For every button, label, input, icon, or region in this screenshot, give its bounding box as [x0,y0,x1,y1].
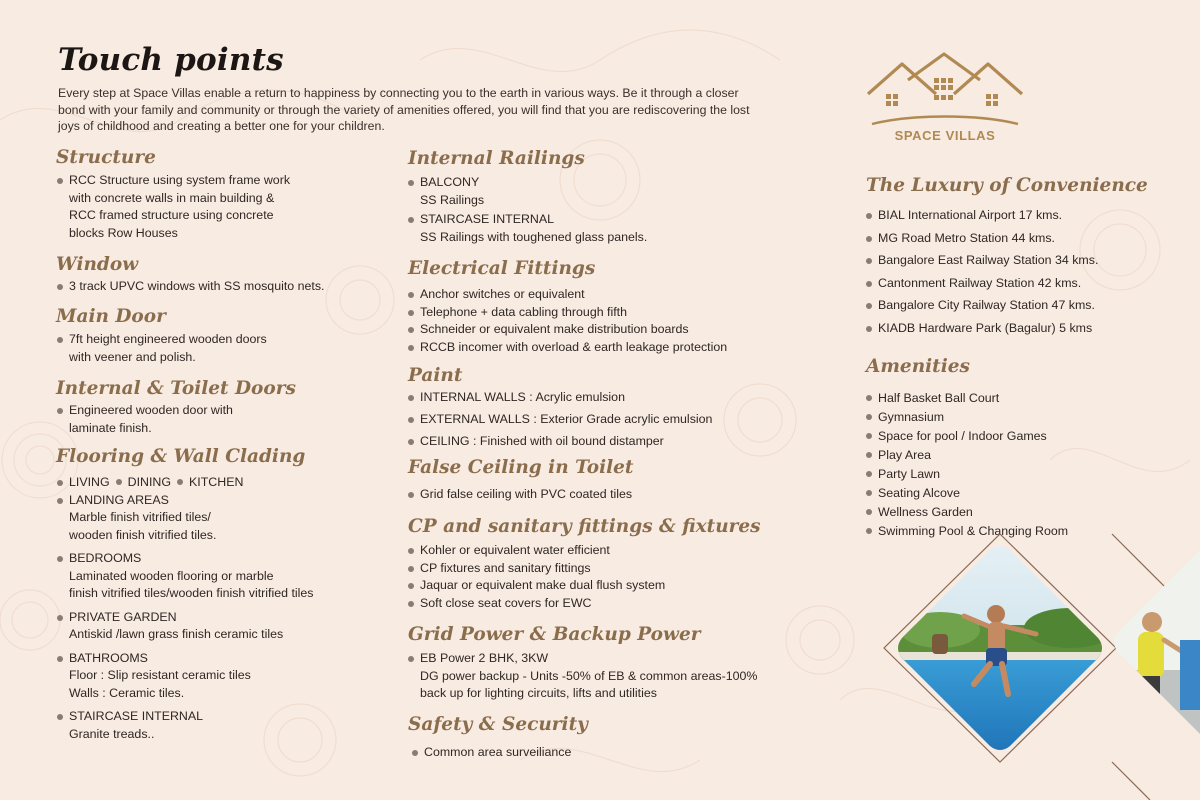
list-item: Telephone + data cabling through fifth [408,304,727,322]
list-item: LANDING AREAS Marble finish vitrified tiles/ wooden finish vitrified tiles. [57,492,313,545]
list-item: 3 track UPVC windows with SS mosquito nets. [57,278,324,296]
paint-list [408,389,712,455]
list-item: Gymnasium [866,408,1068,427]
list-item: Wellness Garden [866,503,1068,522]
safety-heading: Safety & Security [408,714,588,735]
list-item: 7ft height engineered wooden doors with veener and polish. [57,331,267,366]
list-item: KIADB Hardware Park (Bagalur) 5 kms [866,320,1098,338]
railings-list [408,174,647,246]
convenience-heading: The Luxury of Convenience [866,175,1148,196]
list-item: Grid false ceiling with PVC coated tiles [408,486,632,504]
list-item: EB Power 2 BHK, 3KW DG power backup - Units -50% of EB & common areas-100% back up for lighting circuits, lifts and utilities [408,650,757,703]
cp-fittings-list [408,542,665,612]
list-item: MG Road Metro Station 44 kms. [866,230,1098,248]
intro-paragraph: Every step at Space Villas enable a return to happiness by connecting you to the earth in various ways. Be it through a closer bond with your family and community or through the variety of amenities offered, you will find that you are rediscovering the lost joys of childhood and creating a better one for your children. [58,86,750,133]
flooring-heading: Flooring & Wall Clading [56,446,306,467]
railings-heading: Internal Railings [408,148,585,169]
list-item: BIAL International Airport 17 kms. [866,207,1098,225]
false-ceiling-list [408,486,632,504]
list-item: RCCB incomer with overload & earth leakage protection [408,339,727,357]
list-item: Half Basket Ball Court [866,389,1068,408]
pool-photo [880,530,1120,770]
list-item: Cantonment Railway Station 42 kms. [866,275,1098,293]
list-item: Soft close seat covers for EWC [408,595,665,613]
internal-doors-heading: Internal & Toilet Doors [56,378,296,399]
list-item: Schneider or equivalent make distribution boards [408,321,727,339]
power-list [408,650,757,703]
internal-doors-list [57,402,233,437]
list-item: BATHROOMS Floor : Slip resistant ceramic tiles Walls : Ceramic tiles. [57,650,313,703]
list-item: Swimming Pool & Changing Room [866,522,1068,541]
list-item: Engineered wooden door with laminate finish. [57,402,233,437]
list-item: Anchor switches or equivalent [408,286,727,304]
list-item: Play Area [866,446,1068,465]
paint-heading: Paint [408,365,463,386]
list-item: BEDROOMS Laminated wooden flooring or marble finish vitrified tiles/wooden finish vitrified tiles [57,550,313,603]
logo-text: SPACE VILLAS [894,128,996,143]
structure-list [57,172,290,242]
list-item: CP fixtures and sanitary fittings [408,560,665,578]
list-item: INTERNAL WALLS : Acrylic emulsion [408,389,712,407]
list-item: Jaquar or equivalent make dual flush system [408,577,665,595]
gym-photo [1110,530,1200,770]
cp-fittings-heading: CP and sanitary fittings & fixtures [408,516,761,537]
list-item: Bangalore East Railway Station 34 kms. [866,252,1098,270]
list-item: Party Lawn [866,465,1068,484]
amenities-list [866,389,1068,541]
amenity-photos [880,530,1200,800]
list-item: EXTERNAL WALLS : Exterior Grade acrylic emulsion [408,411,712,429]
page-title: Touch points [58,42,284,78]
list-item: Kohler or equivalent water efficient [408,542,665,560]
main-door-heading: Main Door [56,306,166,327]
main-door-list [57,331,267,366]
flooring-list [57,474,313,743]
electrical-list [408,286,727,356]
window-heading: Window [56,254,139,275]
electrical-heading: Electrical Fittings [408,258,596,279]
list-item: Common area surveiliance [412,744,571,762]
safety-list [412,744,571,762]
power-heading: Grid Power & Backup Power [408,624,701,645]
list-item: Space for pool / Indoor Games [866,427,1068,446]
window-list [57,278,324,296]
amenities-heading: Amenities [866,356,970,377]
list-item: CEILING : Finished with oil bound distamper [408,433,712,451]
list-item: PRIVATE GARDEN Antiskid /lawn grass finish ceramic tiles [57,609,313,644]
convenience-list [866,207,1098,342]
list-item: STAIRCASE INTERNAL Granite treads.. [57,708,313,743]
list-item: Bangalore City Railway Station 47 kms. [866,297,1098,315]
list-item: STAIRCASE INTERNAL SS Railings with toughened glass panels. [408,211,647,246]
structure-heading: Structure [56,147,156,168]
list-item: BALCONY SS Railings [408,174,647,209]
list-item: LIVING DINING KITCHEN [57,474,313,492]
list-item: RCC Structure using system frame work with concrete walls in main building & RCC framed structure using concrete blocks Row Houses [57,172,290,242]
list-item: Seating Alcove [866,484,1068,503]
false-ceiling-heading: False Ceiling in Toilet [408,457,634,478]
